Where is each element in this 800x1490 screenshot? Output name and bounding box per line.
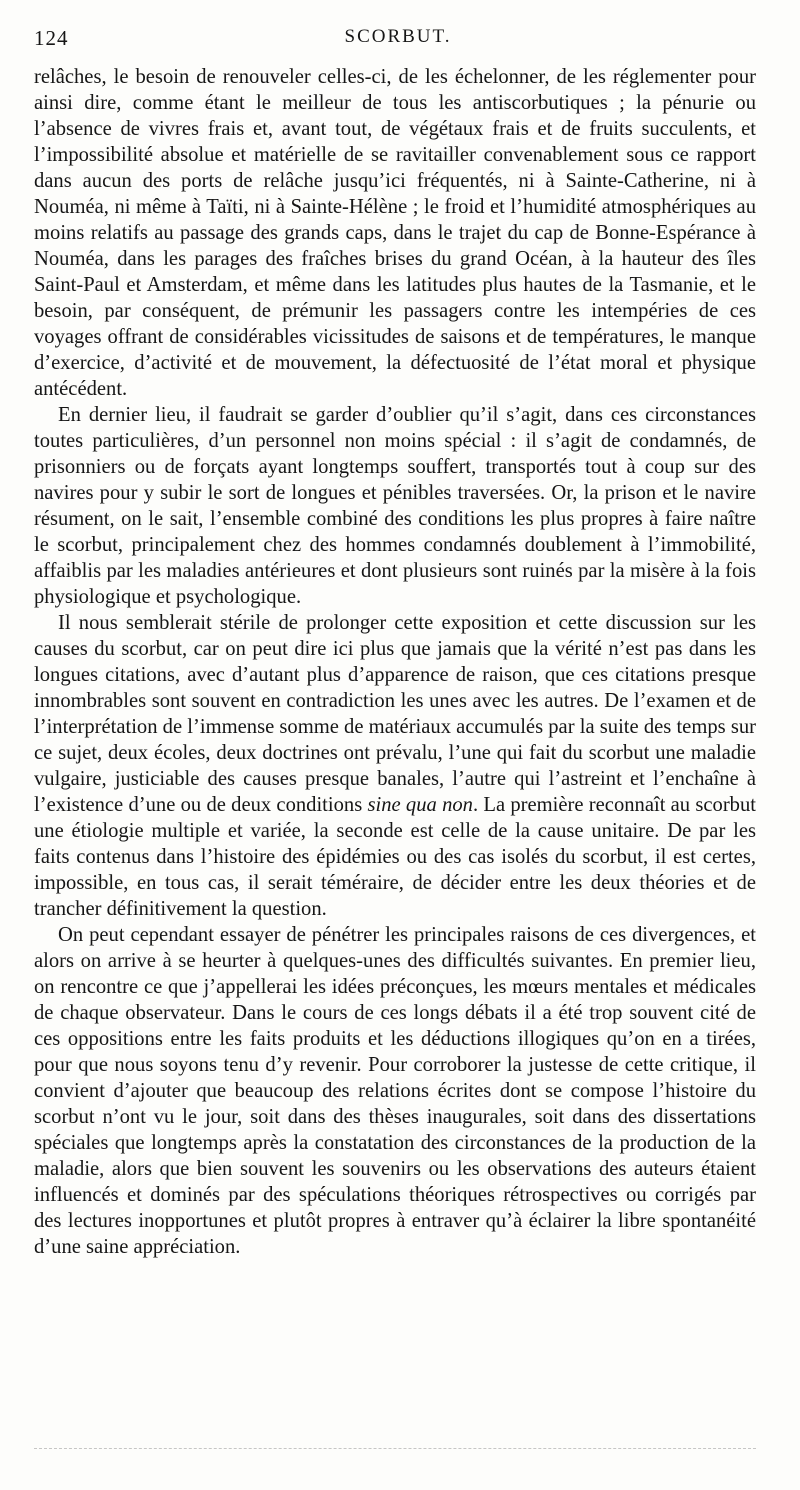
paragraph: En dernier lieu, il faudrait se garder d’oublier qu’il s’agit, dans ces circonstances toutes particulières, d’un personnel non moins spécial : il s’agit de condamnés, de prisonniers ou de forçats ayant longtemps souffert, transportés tout à coup sur des navires pour y subir le sort de longues et pénibles traversées. Or, la prison et le navire résument, on le sait, l’ensemble combiné des conditions les plus propres à faire naître le scorbut, principalement chez des hommes condamnés doublement à l’immobilité, affaiblis par les maladies antérieures et dont plusieurs sont ruinés par la misère à la fois physiologique et psychologique.: [34, 404, 756, 608]
paragraph: Il nous semblerait stérile de prolonger cette exposition et cette discussion sur les causes du scorbut, car on peut dire ici plus que jamais que la vérité n’est pas dans les longues citations, avec d’autant plus d’apparence de raison, que ces citations presque innombrables sont souvent en contradiction les unes avec les autres. De l’examen et de l’interprétation de l’immense somme de matériaux accumulés par la suite des temps sur ce sujet, deux écoles, deux doctrines ont prévalu, l’une qui fait du scorbut une maladie vulgaire, justiciable des causes presque banales, l’autre qui l’astreint et l’enchaîne à l’existence d’une ou de deux conditions sine qua non. La première reconnaît au scorbut une étiologie multiple et variée, la seconde est celle de la cause unitaire. De par les faits contenus dans l’histoire des épidémies ou des cas isolés du scorbut, il est certes, impossible, en tous cas, il serait téméraire, de décider entre les deux théories et de trancher définitivement la question.: [34, 612, 756, 920]
footer-rule: [34, 1448, 756, 1449]
body-text: [34, 64, 756, 1260]
running-title: SCORBUT.: [344, 26, 452, 47]
paragraph-continued: relâches, le besoin de renouveler celles-ci, de les échelonner, de les réglementer pour ainsi dire, comme étant le meilleur de tous les antiscorbutiques ; la pénurie ou l’absence de vivres frais et, avant tout, de végétaux frais et de fruits succulents, et l’impossibilité absolue et matérielle de se ravitailler convenablement sous ce rapport dans aucun des ports de relâche jusqu’ici fréquentés, ni à Sainte-Catherine, ni à Nouméa, ni même à Taïti, ni à Sainte-Hélène ; le froid et l’humidité atmosphériques au moins relatifs au passage des grands caps, dans le trajet du cap de Bonne-Espérance à Nouméa, dans les parages des fraîches brises du grand Océan, à la hauteur des îles Saint-Paul et Amsterdam, et même dans les latitudes plus hautes de la Tasmanie, et le besoin, par conséquent, de prémunir les passagers contre les intempéries de ces voyages offrant de considérables vicissitudes de saisons et de températures, le manque d’exercice, d’activité et de mouvement, la défectuosité de l’état moral et physique antécédent.: [34, 66, 756, 400]
paragraph: On peut cependant essayer de pénétrer les principales raisons de ces divergences, et alors on arrive à se heurter à quelques-unes des difficultés suivantes. En premier lieu, on rencontre ce que j’appellerai les idées préconçues, les mœurs mentales et médicales de chaque observateur. Dans le cours de ces longs débats il a été trop souvent cité de ces oppositions entre les faits produits et les déductions illogiques qu’on en a tirées, pour que nous soyons tenu d’y revenir. Pour corroborer la justesse de cette critique, il convient d’ajouter que beaucoup des relations écrites dont se compose l’histoire du scorbut n’ont vu le jour, soit dans des thèses inaugurales, soit dans des dissertations spéciales que longtemps après la constatation des circonstances de la production de la maladie, alors que bien souvent les souvenirs ou les observations des auteurs étaient influencés et dominés par des spéculations théoriques rétrospectives ou corrigés par des lectures inopportunes et plutôt propres à entraver qu’à éclairer la libre spontanéité d’une saine appréciation.: [34, 924, 756, 1258]
page-number: 124: [34, 26, 69, 50]
running-header: [34, 26, 762, 54]
